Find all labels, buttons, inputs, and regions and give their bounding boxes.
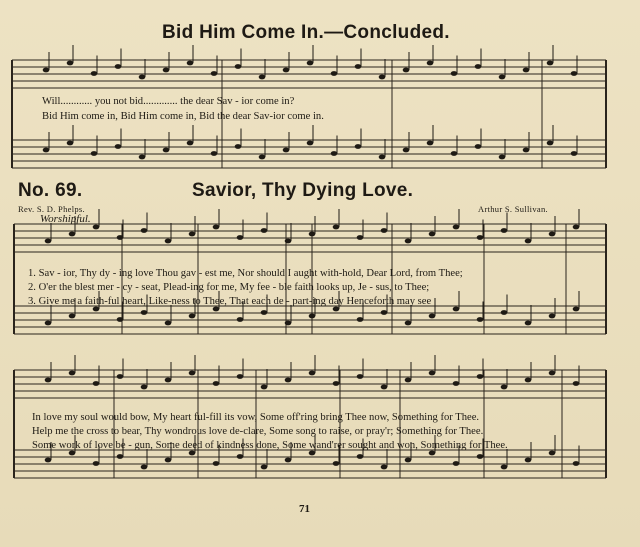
notehead: [475, 144, 482, 149]
notehead: [525, 378, 532, 383]
notehead: [117, 317, 124, 322]
notehead: [93, 225, 100, 230]
notehead: [117, 235, 124, 240]
notehead: [285, 458, 292, 463]
notehead: [333, 225, 340, 230]
notehead: [117, 374, 124, 379]
notehead: [45, 321, 52, 326]
notehead: [403, 68, 410, 73]
notehead: [69, 371, 76, 376]
hymn-title: Savior, Thy Dying Love.: [192, 180, 414, 201]
notehead: [261, 228, 268, 233]
notehead: [573, 225, 580, 230]
hymn-composer: Arthur S. Sullivan.: [478, 204, 548, 214]
verse-b-line-2: Help me the cross to bear, Thy wondrous love de-clare, Some song to raise, or pray'r; Something for Thee.: [32, 426, 484, 437]
notehead: [67, 61, 74, 66]
notehead: [333, 381, 340, 386]
notehead: [501, 228, 508, 233]
notehead: [285, 239, 292, 244]
notehead: [573, 461, 580, 466]
notehead: [525, 239, 532, 244]
notehead: [549, 451, 556, 456]
notehead: [69, 232, 76, 237]
notehead: [547, 141, 554, 146]
notehead: [427, 141, 434, 146]
notehead: [501, 310, 508, 315]
notehead: [429, 451, 436, 456]
notehead: [115, 64, 122, 69]
notehead: [45, 378, 52, 383]
notehead: [429, 232, 436, 237]
notehead: [475, 64, 482, 69]
notehead: [45, 239, 52, 244]
notehead: [477, 235, 484, 240]
top-lyric-line-1: Will............ you not bid............. the dear Sav - ior come in?: [42, 96, 295, 107]
notehead: [67, 141, 74, 146]
notehead: [405, 378, 412, 383]
notehead: [453, 307, 460, 312]
notehead: [547, 61, 554, 66]
notehead: [381, 228, 388, 233]
notehead: [357, 374, 364, 379]
notehead: [187, 61, 194, 66]
notehead: [355, 64, 362, 69]
notehead: [549, 371, 556, 376]
notehead: [235, 64, 242, 69]
notehead: [285, 321, 292, 326]
notehead: [379, 75, 386, 80]
notehead: [355, 144, 362, 149]
notehead: [333, 461, 340, 466]
notehead: [381, 310, 388, 315]
notehead: [237, 454, 244, 459]
verse-b-line-1: In love my soul would bow, My heart ful-fill its vow, Some off'ring bring Thee now, Something for Thee.: [32, 412, 480, 423]
notehead: [43, 148, 50, 153]
notehead: [357, 235, 364, 240]
notehead: [501, 465, 508, 470]
notehead: [141, 385, 148, 390]
page-title: Bid Him Come In.—Concluded.: [162, 22, 450, 43]
notehead: [213, 461, 220, 466]
notehead: [213, 307, 220, 312]
notehead: [477, 317, 484, 322]
notehead: [211, 71, 218, 76]
notehead: [571, 151, 578, 156]
notehead: [499, 155, 506, 160]
notehead: [211, 151, 218, 156]
verse-a-line-3: 3. Give me a faith-ful heart, Like-ness to Thee, That each de - part-ing day Henceforth may see: [28, 296, 432, 307]
page-number: 71: [299, 503, 310, 515]
notehead: [141, 465, 148, 470]
notehead: [357, 454, 364, 459]
notehead: [453, 381, 460, 386]
notehead: [309, 371, 316, 376]
hymn-number: No. 69.: [18, 180, 83, 201]
notehead: [93, 461, 100, 466]
notehead: [93, 307, 100, 312]
notehead: [117, 454, 124, 459]
notehead: [451, 151, 458, 156]
notehead: [451, 71, 458, 76]
verse-a-line-1: 1. Sav - ior, Thy dy - ing love Thou gav - est me, Nor should I aught with-hold, Dear Lord, from Thee;: [28, 268, 463, 279]
notehead: [141, 310, 148, 315]
notehead: [259, 75, 266, 80]
notehead: [91, 151, 98, 156]
notehead: [429, 314, 436, 319]
notehead: [43, 68, 50, 73]
notehead: [261, 465, 268, 470]
notehead: [381, 465, 388, 470]
notehead: [379, 155, 386, 160]
notehead: [453, 225, 460, 230]
notehead: [357, 317, 364, 322]
notehead: [405, 458, 412, 463]
notehead: [163, 68, 170, 73]
notehead: [333, 307, 340, 312]
notehead: [69, 314, 76, 319]
notehead: [477, 374, 484, 379]
notehead: [525, 321, 532, 326]
notehead: [165, 378, 172, 383]
notehead: [525, 458, 532, 463]
notehead: [573, 381, 580, 386]
tempo-marking: Worshipful.: [40, 213, 91, 225]
notehead: [405, 239, 412, 244]
notehead: [261, 310, 268, 315]
verse-b-line-3: Some work of love be - gun, Some deed of kindness done, Some wand'rer sought and won, Something for Thee.: [32, 440, 508, 451]
top-lyric-line-2: Bid Him come in, Bid Him come in, Bid the dear Sav-ior come in.: [42, 111, 324, 122]
notehead: [259, 155, 266, 160]
notehead: [189, 314, 196, 319]
notehead: [571, 71, 578, 76]
notehead: [501, 385, 508, 390]
notehead: [165, 458, 172, 463]
notehead: [309, 232, 316, 237]
notehead: [309, 451, 316, 456]
notehead: [307, 141, 314, 146]
notehead: [477, 454, 484, 459]
notehead: [405, 321, 412, 326]
notehead: [381, 385, 388, 390]
notehead: [403, 148, 410, 153]
notehead: [523, 68, 530, 73]
notehead: [427, 61, 434, 66]
notehead: [139, 155, 146, 160]
notehead: [213, 225, 220, 230]
notehead: [69, 451, 76, 456]
notehead: [499, 75, 506, 80]
notehead: [573, 307, 580, 312]
notehead: [307, 61, 314, 66]
notehead: [141, 228, 148, 233]
notehead: [165, 321, 172, 326]
notehead: [189, 371, 196, 376]
notehead: [453, 461, 460, 466]
notehead: [237, 374, 244, 379]
notehead: [91, 71, 98, 76]
notehead: [309, 314, 316, 319]
notehead: [45, 458, 52, 463]
hymn-author: Rev. S. D. Phelps.: [18, 204, 85, 214]
notehead: [331, 151, 338, 156]
verse-a-line-2: 2. O'er the blest mer - cy - seat, Plead-ing for me, My fee - ble faith looks up, Je - sus, to Thee;: [28, 282, 430, 293]
notehead: [283, 148, 290, 153]
notehead: [213, 381, 220, 386]
notehead: [237, 235, 244, 240]
notehead: [235, 144, 242, 149]
notehead: [187, 141, 194, 146]
notehead: [189, 451, 196, 456]
notehead: [331, 71, 338, 76]
notehead: [237, 317, 244, 322]
notehead: [549, 232, 556, 237]
notehead: [523, 148, 530, 153]
notehead: [549, 314, 556, 319]
notehead: [429, 371, 436, 376]
notehead: [283, 68, 290, 73]
notehead: [139, 75, 146, 80]
notehead: [165, 239, 172, 244]
notehead: [163, 148, 170, 153]
notehead: [115, 144, 122, 149]
notehead: [93, 381, 100, 386]
notehead: [189, 232, 196, 237]
notehead: [261, 385, 268, 390]
notehead: [285, 378, 292, 383]
